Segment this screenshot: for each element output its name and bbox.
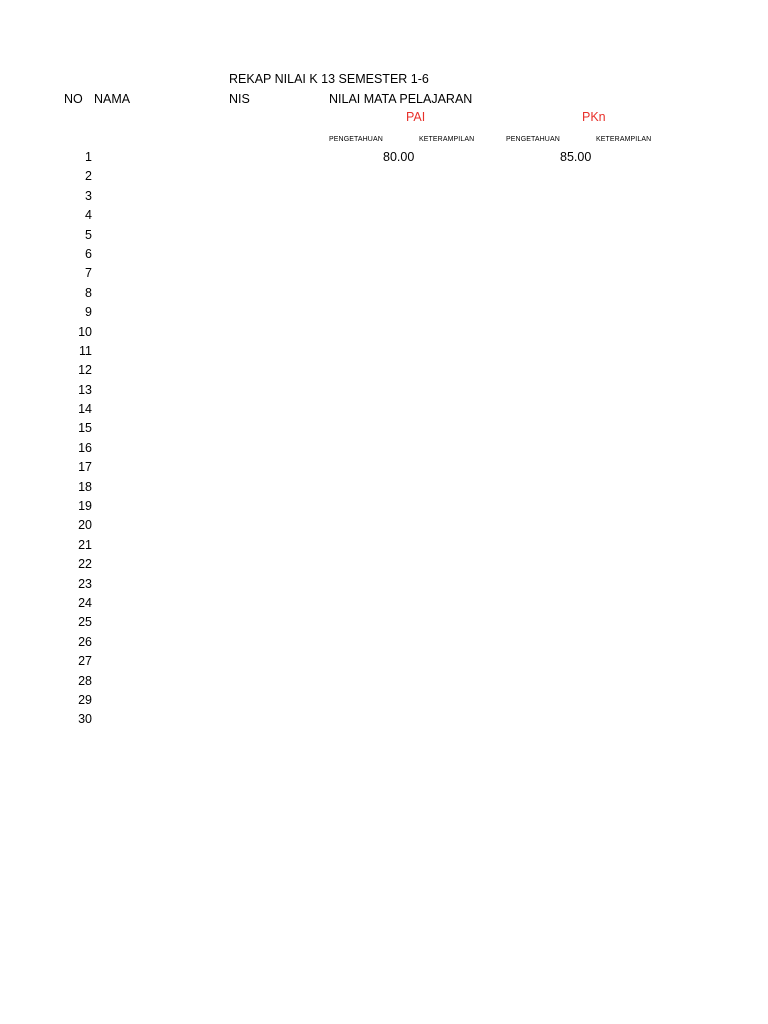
subject-pai: PAI (406, 110, 426, 124)
row-number: 21 (78, 537, 92, 552)
row-number: 15 (78, 421, 92, 436)
row-number: 28 (78, 673, 92, 688)
pkn-pengetahuan-header: PENGETAHUAN (506, 136, 560, 143)
row-number: 20 (78, 518, 92, 533)
row-number: 16 (78, 440, 92, 455)
row-number: 14 (78, 402, 92, 417)
header-no: NO (64, 92, 83, 106)
pai-keterampilan-header: KETERAMPILAN (419, 136, 475, 143)
row-1-pai-pengetahuan: 80.00 (383, 150, 415, 164)
row-number: 26 (78, 634, 92, 649)
row-number: 18 (78, 479, 92, 494)
row-number: 5 (85, 227, 92, 242)
row-number-column (60, 148, 92, 730)
row-number: 27 (78, 654, 92, 669)
row-1-pkn-pengetahuan: 85.00 (560, 150, 592, 164)
row-number: 19 (78, 499, 92, 514)
row-number: 8 (85, 285, 92, 300)
report-title: REKAP NILAI K 13 SEMESTER 1-6 (229, 72, 429, 86)
row-number: 11 (79, 343, 92, 358)
row-number: 13 (78, 382, 92, 397)
row-number: 10 (78, 324, 92, 339)
subject-pkn: PKn (582, 110, 606, 124)
row-number: 1 (85, 150, 92, 164)
row-number: 30 (78, 712, 92, 727)
row-number: 24 (78, 595, 92, 610)
row-number: 29 (78, 692, 92, 707)
row-number: 17 (78, 460, 92, 475)
header-nis: NIS (229, 92, 250, 106)
row-number: 9 (85, 305, 92, 320)
header-nama: NAMA (94, 92, 131, 106)
row-number: 22 (78, 557, 92, 572)
row-number: 2 (85, 169, 92, 184)
row-number: 12 (78, 363, 92, 378)
row-number: 25 (78, 615, 92, 630)
row-number: 4 (85, 208, 92, 223)
row-number: 3 (85, 188, 92, 203)
header-nilai-mata-pelajaran: NILAI MATA PELAJARAN (329, 92, 473, 106)
pai-pengetahuan-header: PENGETAHUAN (329, 136, 383, 143)
row-number: 7 (85, 266, 92, 281)
pkn-keterampilan-header: KETERAMPILAN (596, 136, 652, 143)
row-number: 6 (85, 246, 92, 261)
row-number: 23 (78, 576, 92, 591)
